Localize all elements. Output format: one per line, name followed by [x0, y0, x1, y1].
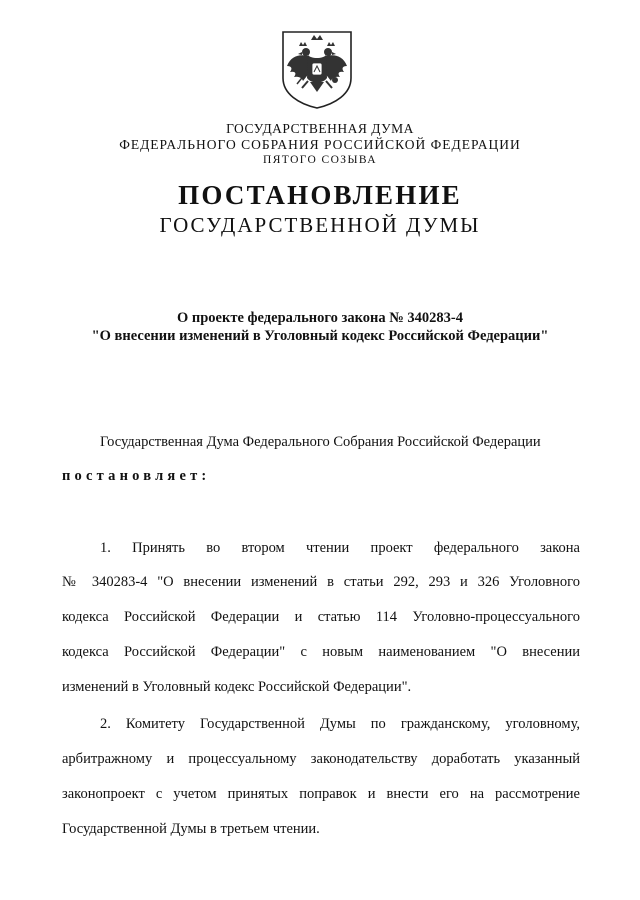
item1-line: № 340283-4 "О внесении изменений в статьи 292, 293 и 326 Уголовного	[62, 574, 580, 590]
item2-line: 2. Комитету Государственной Думы по гражданскому, уголовному,	[100, 716, 580, 732]
issuer-name: ГОСУДАРСТВЕННАЯ ДУМА	[226, 121, 414, 136]
item2-line: законопроект с учетом принятых поправок и внести его на рассмотрение	[62, 786, 580, 802]
item1-line: 1. Принять во втором чтении проект федерального закона	[100, 540, 580, 556]
item1-line: изменений в Уголовный кодекс Российской Федерации".	[62, 679, 412, 695]
issuer-parent: ФЕДЕРАЛЬНОГО СОБРАНИЯ РОССИЙСКОЙ ФЕДЕРАЦИИ	[119, 137, 521, 152]
document-subject-line2: "О внесении изменений в Уголовный кодекс Российской Федерации"	[91, 328, 549, 344]
decree-word: постановляет:	[62, 468, 211, 484]
preamble: Государственная Дума Федерального Собрания Российской Федерации	[100, 434, 541, 450]
document-subject-line1: О проекте федерального закона № 340283-4	[176, 310, 464, 326]
russian-coat-of-arms-icon	[277, 26, 357, 110]
document-type-subtitle: ГОСУДАРСТВЕННОЙ ДУМЫ	[159, 213, 481, 237]
document-type-title: ПОСТАНОВЛЕНИЕ	[178, 180, 462, 210]
item2-line: арбитражному и процессуальному законодательству доработать указанный	[62, 751, 580, 767]
item1-line: кодекса Российской Федерации и статью 114 Уголовно-процессуального	[62, 609, 580, 625]
item1-line: кодекса Российской Федерации" с новым наименованием "О внесении	[62, 644, 580, 660]
item2-line: Государственной Думы в третьем чтении.	[62, 821, 320, 837]
convocation: ПЯТОГО СОЗЫВА	[263, 154, 377, 166]
